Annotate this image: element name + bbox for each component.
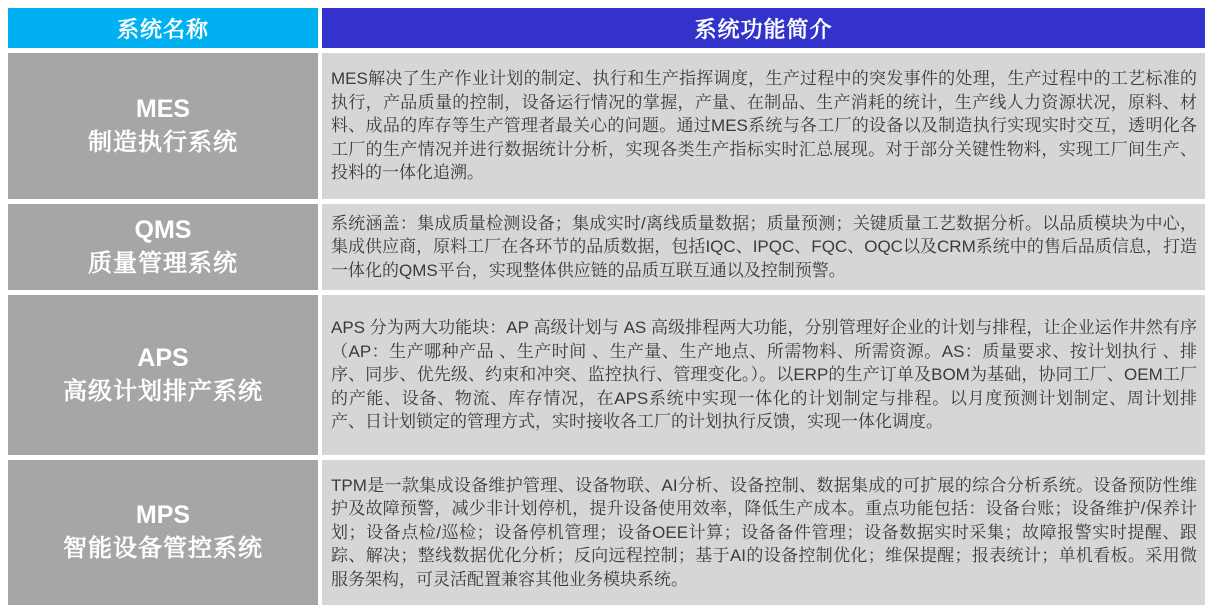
system-name-cell-qms bbox=[8, 204, 318, 290]
system-cn-name: 制造执行系统 bbox=[88, 128, 238, 156]
header-system-name bbox=[8, 8, 318, 48]
system-desc-text: 系统涵盖：集成质量检测设备；集成实时/离线质量数据；质量预测；关键质量工艺数据分析。以品质模块为中心，集成供应商，原料工厂在各环节的品质数据，包括IQC、IPQC、FQC、OQC以及CRM系统中的售后品质信息，打造一体化的QMS平台，实现整体供应链的品质互联互通以及控制预警。 bbox=[331, 213, 1197, 280]
header-system-name-label: 系统名称 bbox=[116, 16, 209, 42]
system-name-cell-mes bbox=[8, 53, 318, 199]
header-system-function-label: 系统功能简介 bbox=[694, 16, 833, 42]
system-desc-cell-aps bbox=[322, 295, 1205, 455]
system-cn-name: 智能设备管控系统 bbox=[63, 535, 263, 563]
system-abbr: APS bbox=[137, 343, 189, 372]
header-system-function bbox=[322, 8, 1205, 48]
system-abbr: QMS bbox=[134, 215, 192, 244]
system-abbr: MPS bbox=[135, 501, 191, 530]
system-overview-table bbox=[8, 8, 1205, 605]
system-name-cell-aps bbox=[8, 295, 318, 455]
system-desc-cell-mps bbox=[322, 460, 1205, 605]
system-cn-name: 质量管理系统 bbox=[88, 249, 238, 277]
system-abbr: MES bbox=[135, 94, 191, 123]
system-name-cell-mps bbox=[8, 460, 318, 605]
system-desc-cell-qms bbox=[322, 204, 1205, 290]
system-desc-text: TPM是一款集成设备维护管理、设备物联、AI分析、设备控制、数据集成的可扩展的综合分析系统。设备预防性维护及故障预警，减少非计划停机，提升设备使用效率，降低生产成本。重点功能包括：设备台账；设备维护/保养计划；设备点检/巡检；设备停机管理；设备OEE计算；设备备件管理；设备数据实时采集；故障报警实时提醒、跟踪、解决；整线数据优化分析；反向远程控制；基于AI的设备控制优化；维保提醒；报表统计；单机看板。采用微服务架构，可灵活配置兼容其他业务模块系统。 bbox=[331, 475, 1197, 589]
system-cn-name: 高级计划排产系统 bbox=[63, 377, 263, 405]
system-desc-text: MES解决了生产作业计划的制定、执行和生产指挥调度，生产过程中的突发事件的处理，生产过程中的工艺标准的执行，产品质量的控制，设备运行情况的掌握，产量、在制品、生产消耗的统计，生产线人力资源状况，原料、材料、成品的库存等生产管理者最关心的问题。通过MES系统与各工厂的设备以及制造执行实现实时交互，透明化各工厂的生产情况并进行数据统计分析，实现各类生产指标实时汇总展现。对于部分关键性物料，实现工厂间生产、投料的一体化追溯。 bbox=[331, 69, 1197, 183]
system-desc-cell-mes bbox=[322, 53, 1205, 199]
system-desc-text: APS 分为两大功能块：AP 高级计划与 AS 高级排程两大功能，分别管理好企业的计划与排程，让企业运作井然有序（AP：生产哪种产品 、生产时间 、生产量、生产地点、所需物料、所需资源。AS：质量要求、按计划执行 、排序、同步、优先级、约束和冲突、监控执行、管理变化。）。以ERP的生产订单及BOM为基础，协同工厂、OEM工厂的产能、设备、物流、库存情况，在APS系统中实现一体化的计划制定与排程。以月度预测计划制定、周计划排产、日计划锁定的管理方式，实时接收各工厂的计划执行反馈，实现一体化调度。 bbox=[331, 318, 1197, 432]
